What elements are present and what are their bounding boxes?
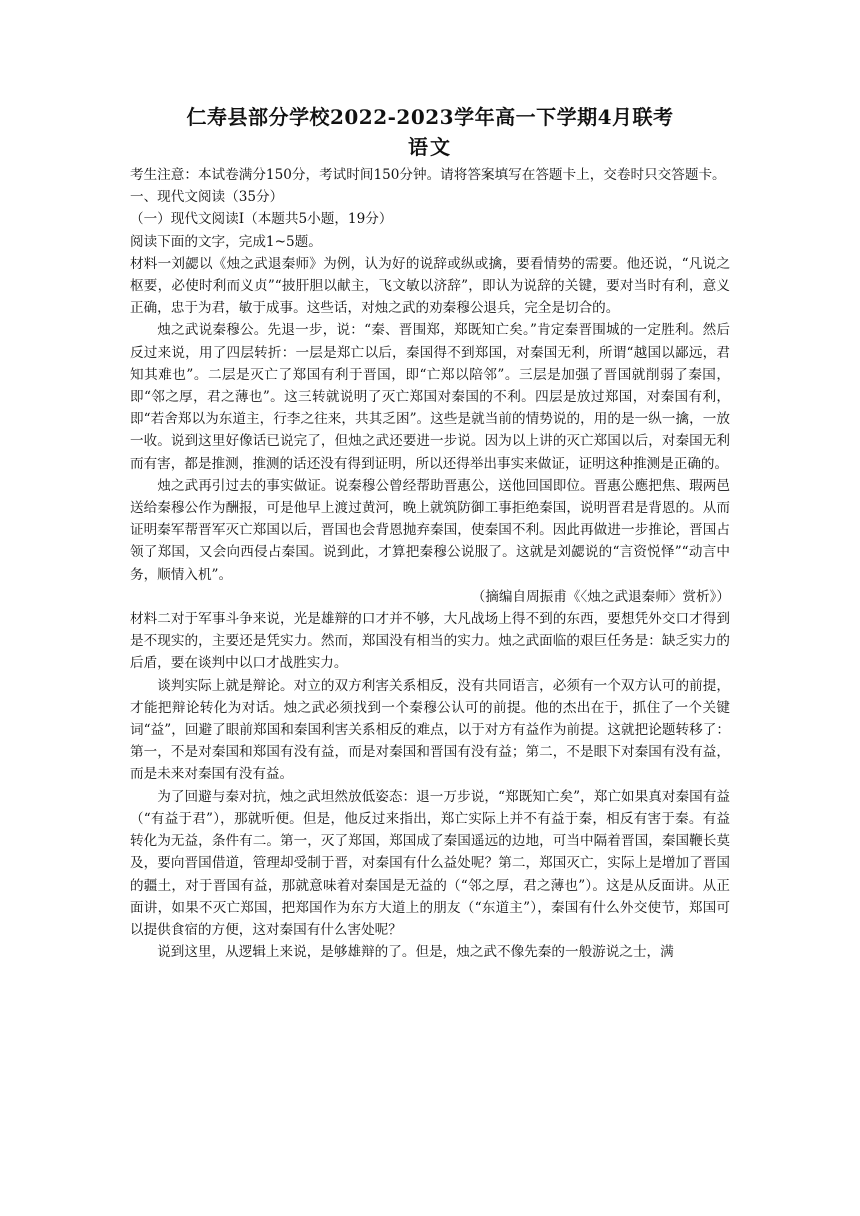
subject-title: 语文: [408, 135, 452, 159]
material2-paragraph-4: 说到这里，从逻辑上来说，是够雄辩的了。但是，烛之武不像先秦的一般游说之士，满: [157, 944, 674, 961]
material2-paragraph-3: 为了回避与秦对抗，烛之武坦然放低姿态：退一万步说，“郑既知亡矣”，郑亡如果真对秦国有益（“有益于君”），那就听便。但是，他反过来指出，郑亡实际上并不有益于秦，相反有害于秦。有益转化为无益，条件有二。第一，灭了郑国，郑国成了秦国遥远的边地，可当中隔着晋国，秦国鞭长莫及，要向晋国借道，管理却受制于晋，对秦国有什么益处呢？第二，郑国灭亡，实际上是增加了晋国的疆土，对于晋国有益，那就意味着对秦国是无益的（“邻之厚，君之薄也”）。这是从反面讲。从正面讲，如果不灭亡郑国，把郑国作为东方大道上的朋友（“东道主”），秦国有什么外交使节，郑国可以提供食宿的方便，这对秦国有什么害处呢？: [130, 788, 730, 938]
exam-notice: 考生注意：本试卷满分150分，考试时间150分钟。请将答案填写在答题卡上，交卷时只交答题卡。: [130, 167, 726, 183]
material1-paragraph-2: 烛之武说秦穆公。先退一步，说：“秦、晋围郑，郑既知亡矣。”肯定秦晋围城的一定胜利。然后反过来说，用了四层转折：一层是郑亡以后，秦国得不到郑国，对秦国无利，所谓“越国以鄙远，君知其难也”。二层是灭亡了郑国有利于晋国，即“亡郑以陪邻”。三层是加强了晋国就削弱了秦国，即“邻之厚，君之薄也”。这三转就说明了灭亡郑国对秦国的不利。四层是放过郑国，对秦国有利，即“若舍郑以为东道主，行李之往来，共其乏困”。这些是就当前的情势说的，用的是一纵一擒，一放一收。说到这里好像话已说完了，但烛之武还要进一步说。因为以上讲的灭亡郑国以后，对秦国无利而有害，都是推测，推测的话还没有得到证明，所以还得举出事实来做证，证明这种推测是正确的。: [130, 322, 730, 472]
sub-section-heading: （一）现代文阅读Ⅰ（本题共5小题，19分）: [130, 211, 393, 228]
exam-page: [130, 102, 730, 963]
material1-source: （摘编自周振甫《〈烛之武退秦师〉赏析》）: [471, 588, 730, 605]
material2-paragraph-1: 材料二对于军事斗争来说，光是雄辩的口才并不够，大凡战场上得不到的东西，要想凭外交口才得到是不现实的，主要还是凭实力。然而，郑国没有相当的实力。烛之武面临的艰巨任务是：缺乏实力的后盾，要在谈判中以口才战胜实力。: [130, 611, 730, 672]
exam-title: 仁寿县部分学校2022-2023学年高一下学期4月联考: [186, 105, 674, 129]
material1-paragraph-1: 材料一刘勰以《烛之武退秦师》为例，认为好的说辞或纵或擒，要看情势的需要。他还说，“凡说之枢要，必使时利而义贞”“披肝胆以献主，飞文敏以济辞”，即认为说辞的关键，要对当时有利，意义正确，忠于为君，敏于成事。这些话，对烛之武的劝秦穆公退兵，完全是切合的。: [130, 255, 730, 317]
material2-paragraph-2: 谈判实际上就是辩论。对立的双方利害关系相反，没有共同语言，必须有一个双方认可的前提，才能把辩论转化为对话。烛之武必须找到一个秦穆公认可的前提。他的杰出在于，抓住了一个关键词“益”，回避了眼前郑国和秦国利害关系相反的难点，以于对方有益作为前提。这就把论题转移了：第一，不是对秦国和郑国有没有益，而是对秦国和晋国有没有益；第二，不是眼下对秦国有没有益，而是未来对秦国有没有益。: [130, 677, 730, 783]
material1-paragraph-3: 烛之武再引过去的事实做证。说秦穆公曾经帮助晋惠公，送他回国即位。晋惠公應把焦、瑕两邑送给秦穆公作为酬报，可是他早上渡过黄河，晚上就筑防御工事拒绝秦国，说明晋君是背恩的。从而证明秦军帮晋军灭亡郑国以后，晋国也会背恩抛弃秦国，使秦国不利。因此再做进一步推论，晋国占领了郑国，又会向西侵占秦国。说到此，才算把秦穆公说服了。这就是刘勰说的“言资悦怿”“动言中务，顺情入机”。: [130, 477, 730, 583]
section-heading: 一、现代文阅读（35分）: [130, 189, 284, 206]
reading-instruction: 阅读下面的文字，完成1~5题。: [130, 233, 322, 250]
